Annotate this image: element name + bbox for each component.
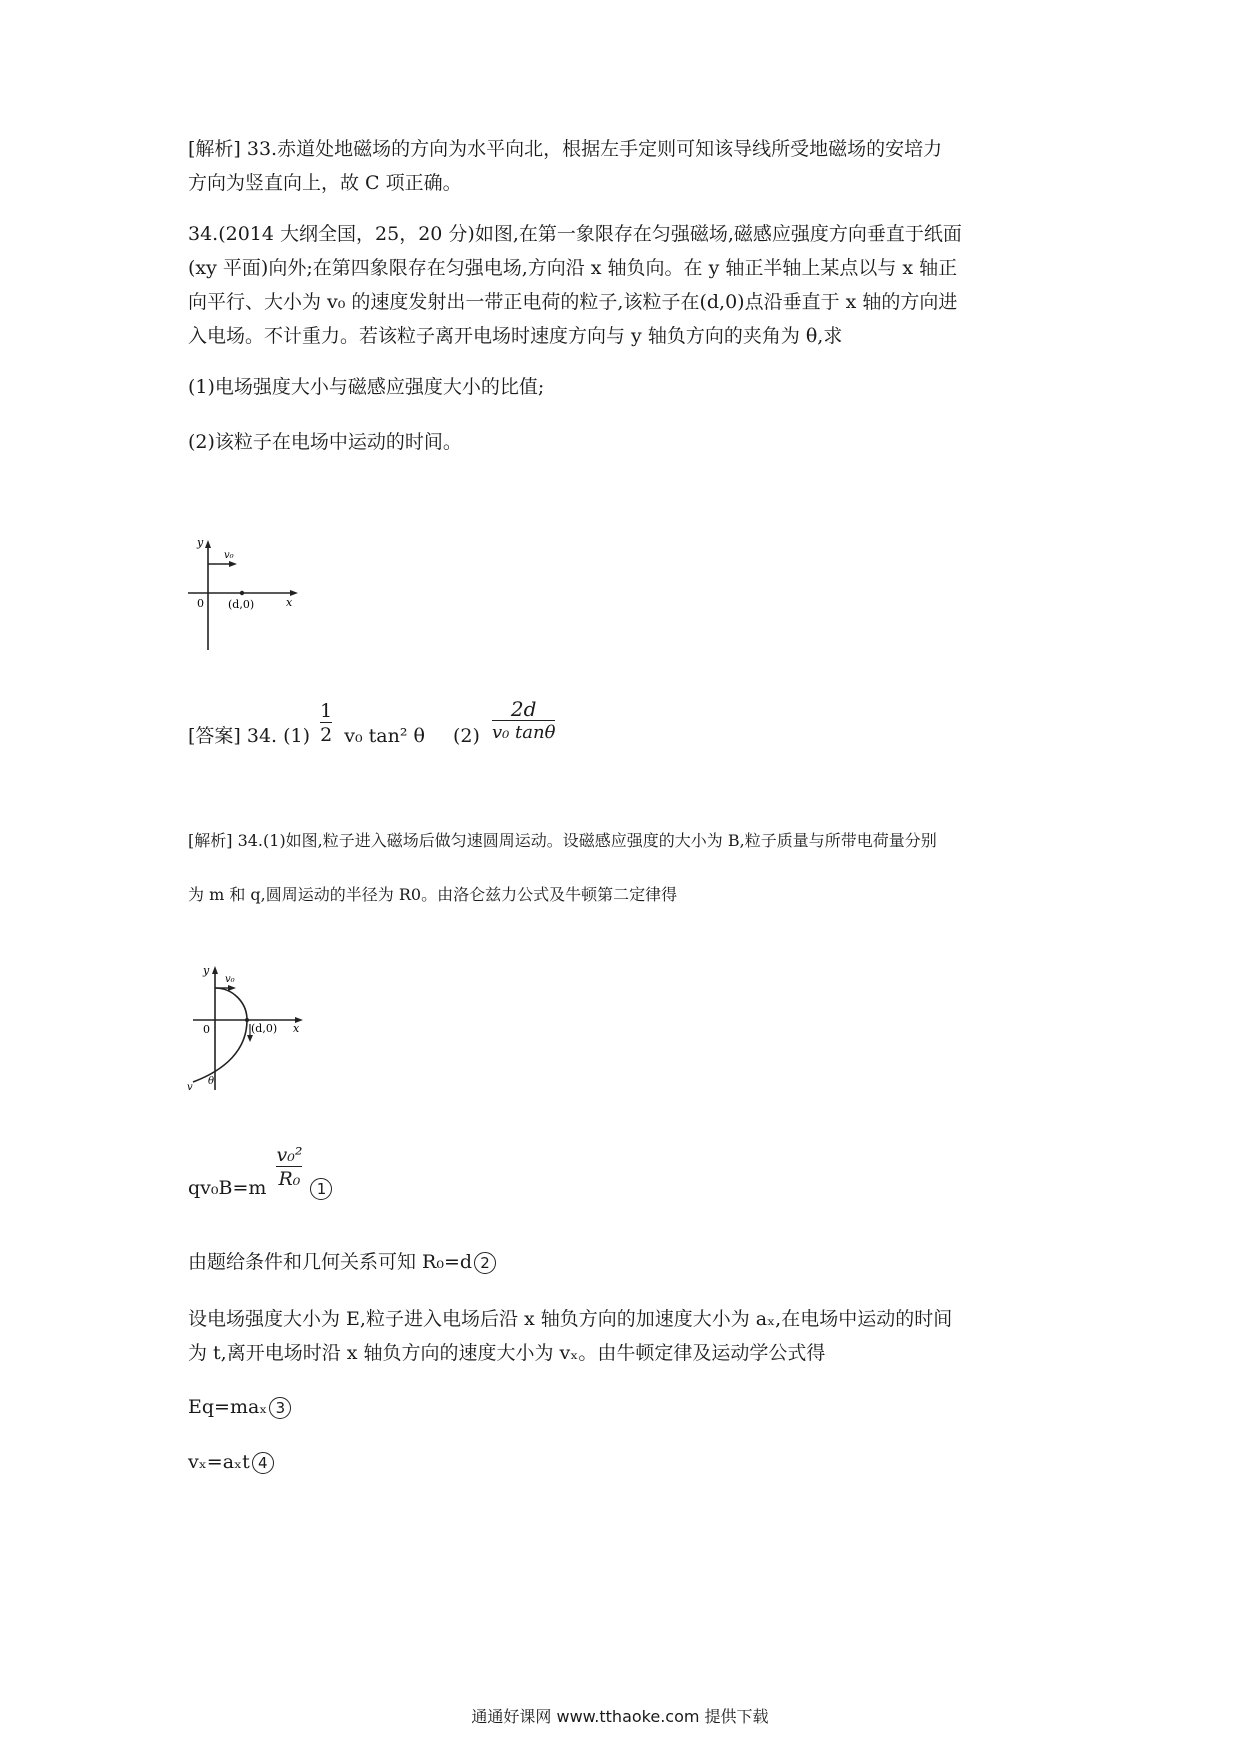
equation-1 [188,1143,332,1218]
question-34-line3: 向平行、大小为 v₀ 的速度发射出一带正电荷的粒子,该粒子在(d,0)点沿垂直于 x 轴的方向进 [188,291,958,313]
figure-2-diagram [185,958,315,1093]
equation-1-num: v₀² [276,1143,303,1166]
fig2-v-label: v [187,1082,193,1093]
answer-part-2: (2) [452,725,480,747]
answer-frac-1-den: 2 [320,723,333,746]
paragraph-3-line1: 设电场强度大小为 E,粒子进入电场后沿 x 轴负方向的加速度大小为 aₓ,在电场中运动的时间 [188,1308,953,1330]
fig1-x-label: x [286,596,293,609]
analysis-34-line1: [解析] 34.(1)如图,粒子进入磁场后做匀速圆周运动。设磁感应强度的大小为 B,粒子质量与所带电荷量分别 [188,831,937,850]
equation-2-text: 由题给条件和几何关系可知 R₀=d [188,1251,473,1273]
fig1-y-label: y [197,536,204,549]
answer-frac-1-num: 1 [320,699,333,722]
answer-frac-2 [492,698,556,745]
fig2-point-label: (d,0) [251,1022,278,1035]
equation-4-marker: 4 [252,1452,274,1474]
answer-expr-1: v₀ tan² θ [344,725,425,747]
equation-2 [188,1245,496,1279]
equation-4-text: vₓ=aₓt [188,1451,250,1473]
fig2-origin-label: 0 [203,1023,210,1036]
paragraph-3-line2: 为 t,离开电场时沿 x 轴负方向的速度大小为 vₓ。由牛顿定律及运动学公式得 [188,1342,826,1364]
question-34-line2: (xy 平面)向外;在第四象限存在匀强电场,方向沿 x 轴负向。在 y 轴正半轴上某点以与 x 轴正 [188,257,958,279]
question-34-line4: 入电场。不计重力。若该粒子离开电场时速度方向与 y 轴负方向的夹角为 θ,求 [188,325,843,347]
answer-frac-1 [320,700,332,747]
equation-1-frac [276,1144,302,1191]
answer-prefix: [答案] 34. (1) [188,725,311,747]
fig1-origin-label: 0 [197,597,204,610]
question-34-sub1: (1)电场强度大小与磁感应强度大小的比值; [188,376,545,398]
analysis-33-line1: [解析] 33.赤道处地磁场的方向为水平向北，根据左手定则可知该导线所受地磁场的安培力 [188,138,943,160]
fig2-theta-label: θ [208,1076,215,1087]
question-34-line1: 34.(2014 大纲全国，25，20 分)如图,在第一象限存在匀强磁场,磁感应强度方向垂直于纸面 [188,223,962,245]
equation-4 [188,1445,274,1479]
page-footer: 通通好课网 www.tthaoke.com 提供下载 [471,1707,769,1726]
analysis-33-line2: 方向为竖直向上，故 C 项正确。 [188,172,462,194]
equation-1-den: R₀ [278,1167,301,1190]
fig2-x-label: x [293,1022,300,1035]
answer-34 [188,696,556,766]
equation-1-lhs: qv₀B=m [188,1177,267,1199]
question-34-sub2: (2)该粒子在电场中运动的时间。 [188,431,462,453]
figure-1-diagram [180,532,305,652]
equation-3-marker: 3 [269,1397,291,1419]
equation-3 [188,1390,291,1424]
equation-3-text: Eq=maₓ [188,1396,268,1418]
equation-2-marker: 2 [474,1252,496,1274]
fig1-v0-label: v₀ [224,550,234,561]
fig2-v0-label: v₀ [225,974,235,985]
analysis-34-line2: 为 m 和 q,圆周运动的半径为 R0。由洛仑兹力公式及牛顿第二定律得 [188,885,678,904]
fig2-y-label: y [203,964,210,977]
answer-frac-2-num: 2d [510,696,537,721]
fig1-point-label: (d,0) [228,598,255,611]
equation-1-marker: 1 [310,1178,332,1200]
answer-frac-2-den: v₀ tanθ [491,721,556,743]
